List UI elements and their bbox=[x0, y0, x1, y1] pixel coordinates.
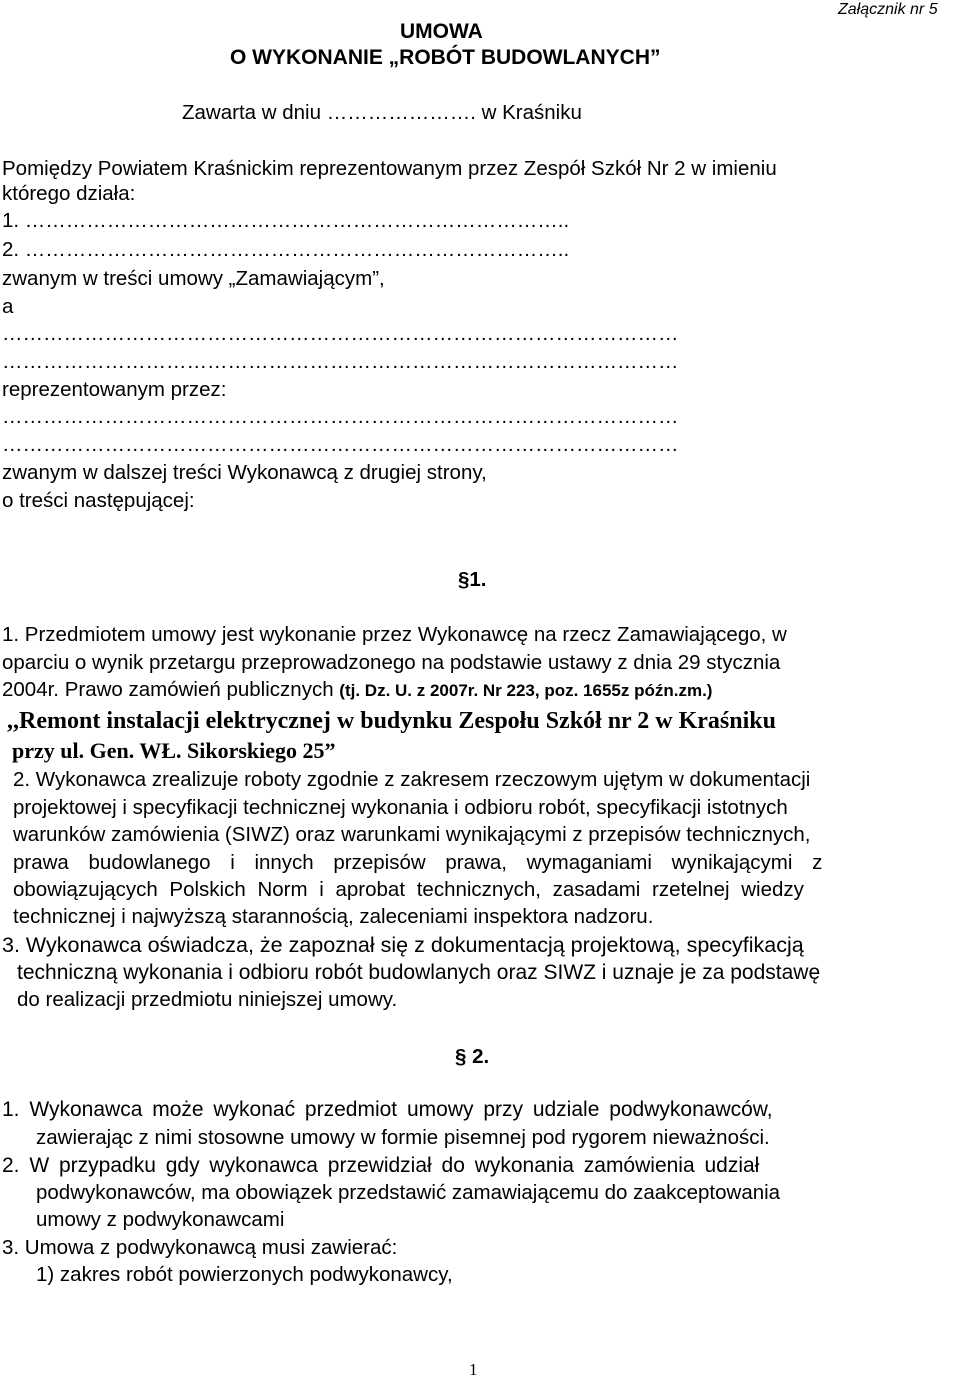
section-1-heading: §1. bbox=[458, 568, 487, 591]
s1-p1-line-1: 1. Przedmiotem umowy jest wykonanie przez Wykonawcę na rzecz Zamawiającego, w bbox=[2, 623, 787, 646]
s2-p1-line-1: 1. Wykonawca może wykonać przedmiot umowy przy udziale podwykonawców, bbox=[2, 1098, 773, 1121]
s2-p2-line-3: umowy z podwykonawcami bbox=[36, 1208, 285, 1231]
content-line: o treści następującej: bbox=[2, 489, 195, 512]
parties-line-1: Pomiędzy Powiatem Kraśnickim reprezentowanym przez Zespół Szkół Nr 2 w imieniu bbox=[2, 157, 777, 180]
title-umowa: UMOWA bbox=[400, 20, 483, 43]
project-title-line-2: przy ul. Gen. WŁ. Sikorskiego 25” bbox=[12, 738, 336, 763]
s1-p3-line-3: do realizacji przedmiotu niniejszej umowy. bbox=[17, 988, 398, 1011]
contractor-dots-1: ……………………………………………………………………………………… bbox=[2, 322, 679, 345]
wykonawca-line: zwanym w dalszej treści Wykonawcą z drugiej strony, bbox=[2, 461, 487, 484]
s1-p2-line-4: prawa budowlanego i innych przepisów prawa, wymaganiami wynikającymi z bbox=[13, 851, 823, 874]
s1-p2-line-2: projektowej i specyfikacji technicznej wykonania i odbioru robót, specyfikacji istotnych bbox=[13, 796, 788, 819]
s1-p2-line-5: obowiązujących Polskich Norm i aprobat technicznych, zasadami rzetelnej wiedzy bbox=[13, 878, 804, 901]
representative-1: 1. …………………………………………………………………….. bbox=[2, 209, 570, 232]
s1-p1-line-3: 2004r. Prawo zamówień publicznych (tj. Dz. U. z 2007r. Nr 223, poz. 1655z późn.zm.) bbox=[2, 678, 713, 701]
s2-p2-line-1: 2. W przypadku gdy wykonawca przewidział do wykonania zamówienia udział bbox=[2, 1154, 760, 1177]
date-line: Zawarta w dniu …………………. w Kraśniku bbox=[182, 101, 582, 124]
zamawiajacy-line: zwanym w treści umowy „Zamawiającym”, bbox=[2, 267, 385, 290]
representative-2: 2. …………………………………………………………………….. bbox=[2, 238, 570, 261]
s2-p3-sub-1: 1) zakres robót powierzonych podwykonawcy, bbox=[36, 1263, 453, 1286]
s2-p1-line-2: zawierając z nimi stosowne umowy w formie pisemnej pod rygorem nieważności. bbox=[36, 1126, 770, 1149]
s1-p3-line-2: techniczną wykonania i odbioru robót budowlanych oraz SIWZ i uznaje je za podstawę bbox=[17, 961, 821, 984]
s1-p2-line-6: technicznej i najwyższą starannością, zaleceniami inspektora nadzoru. bbox=[13, 905, 654, 928]
represented-dots-2: ……………………………………………………………………………………… bbox=[2, 433, 679, 456]
s2-p3-line-1: 3. Umowa z podwykonawcą musi zawierać: bbox=[2, 1236, 398, 1259]
and-line: a bbox=[2, 295, 14, 318]
s1-p2-line-3: warunków zamówienia (SIWZ) oraz warunkami wynikającymi z przepisów technicznych, bbox=[13, 823, 811, 846]
s1-p1-line-2: oparciu o wynik przetargu przeprowadzonego na podstawie ustawy z dnia 29 stycznia bbox=[2, 651, 781, 674]
s1-p2-line-1: 2. Wykonawca zrealizuje roboty zgodnie z zakresem rzeczowym ujętym w dokumentacji bbox=[13, 768, 811, 791]
contractor-dots-2: ……………………………………………………………………………………… bbox=[2, 350, 679, 373]
represented-dots-1: ……………………………………………………………………………………… bbox=[2, 405, 679, 428]
project-title-line-1: ,,Remont instalacji elektrycznej w budynku Zespołu Szkół nr 2 w Kraśniku bbox=[7, 708, 776, 734]
s2-p2-line-2: podwykonawców, ma obowiązek przedstawić zamawiającemu do zaakceptowania bbox=[36, 1181, 781, 1204]
section-2-heading: § 2. bbox=[455, 1045, 490, 1068]
s1-p3-line-1: 3. Wykonawca oświadcza, że zapoznał się z dokumentacją projektową, specyfikacją bbox=[2, 933, 804, 957]
title-subject: O WYKONANIE „ROBÓT BUDOWLANYCH” bbox=[230, 46, 661, 69]
attachment-label: Załącznik nr 5 bbox=[838, 1, 938, 18]
represented-by: reprezentowanym przez: bbox=[2, 378, 227, 401]
parties-line-2: którego działa: bbox=[2, 182, 136, 205]
page-number: 1 bbox=[469, 1360, 478, 1379]
